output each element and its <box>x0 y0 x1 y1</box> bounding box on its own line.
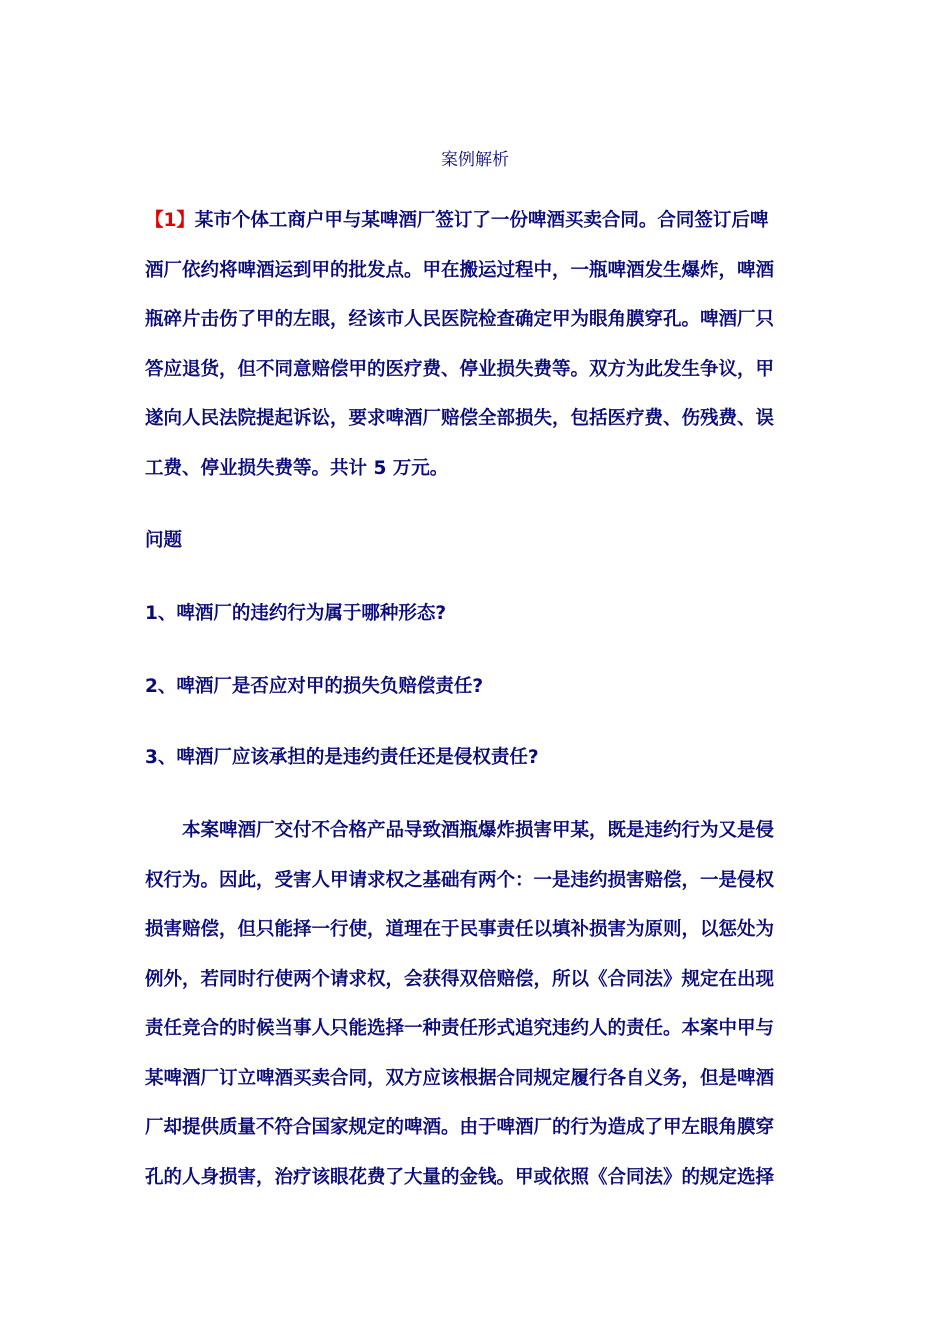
case-line: 酒厂依约将啤酒运到甲的批发点。甲在搬运过程中，一瓶啤酒发生爆炸，啤酒 <box>145 259 775 281</box>
case-line: 瓶碎片击伤了甲的左眼，经该市人民医院检查确定甲为眼角膜穿孔。啤酒厂只 <box>145 309 775 330</box>
analysis-line: 厂却提供质量不符合国家规定的啤酒。由于啤酒厂的行为造成了甲左眼角膜穿 <box>145 1117 775 1138</box>
questions-heading: 问题 <box>145 530 183 551</box>
case-line-text: 某市个体工商户甲与某啤酒厂签订了一份啤酒买卖合同。合同签订后啤 <box>194 210 769 231</box>
case-line: 答应退货，但不同意赔偿甲的医疗费、停业损失费等。双方为此发生争议，甲 <box>145 358 775 380</box>
analysis-line: 权行为。因此，受害人甲请求权之基础有两个：一是违约损害赔偿，一是侵权 <box>145 869 775 891</box>
page-title: 案例解析 <box>441 150 509 170</box>
case-line: 工费、停业损失费等。共计 5 万元。 <box>145 457 449 479</box>
analysis-paragraph <box>145 806 797 1202</box>
case-label: 【1】 <box>145 210 195 231</box>
question-item: 3、啤酒厂应该承担的是违约责任还是侵权责任? <box>145 747 539 768</box>
case-line <box>145 196 797 246</box>
question-item: 2、啤酒厂是否应对甲的损失负赔偿责任? <box>145 676 484 697</box>
case-paragraph <box>145 196 797 493</box>
question-item: 1、啤酒厂的违约行为属于哪种形态? <box>145 603 447 624</box>
analysis-line: 本案啤酒厂交付不合格产品导致酒瓶爆炸损害甲某，既是违约行为又是侵 <box>182 820 775 841</box>
analysis-line: 损害赔偿，但只能择一行使，道理在于民事责任以填补损害为原则，以惩处为 <box>145 919 775 940</box>
case-line: 遂向人民法院提起诉讼，要求啤酒厂赔偿全部损失，包括医疗费、伤残费、误 <box>145 408 775 429</box>
analysis-line: 责任竞合的时候当事人只能选择一种责任形式追究违约人的责任。本案中甲与 <box>145 1018 775 1039</box>
analysis-line: 例外，若同时行使两个请求权，会获得双倍赔偿，所以《合同法》规定在出现 <box>145 968 775 990</box>
analysis-line: 某啤酒厂订立啤酒买卖合同，双方应该根据合同规定履行各自义务，但是啤酒 <box>145 1067 775 1089</box>
analysis-line: 孔的人身损害，治疗该眼花费了大量的金钱。甲或依照《合同法》的规定选择 <box>145 1166 775 1188</box>
